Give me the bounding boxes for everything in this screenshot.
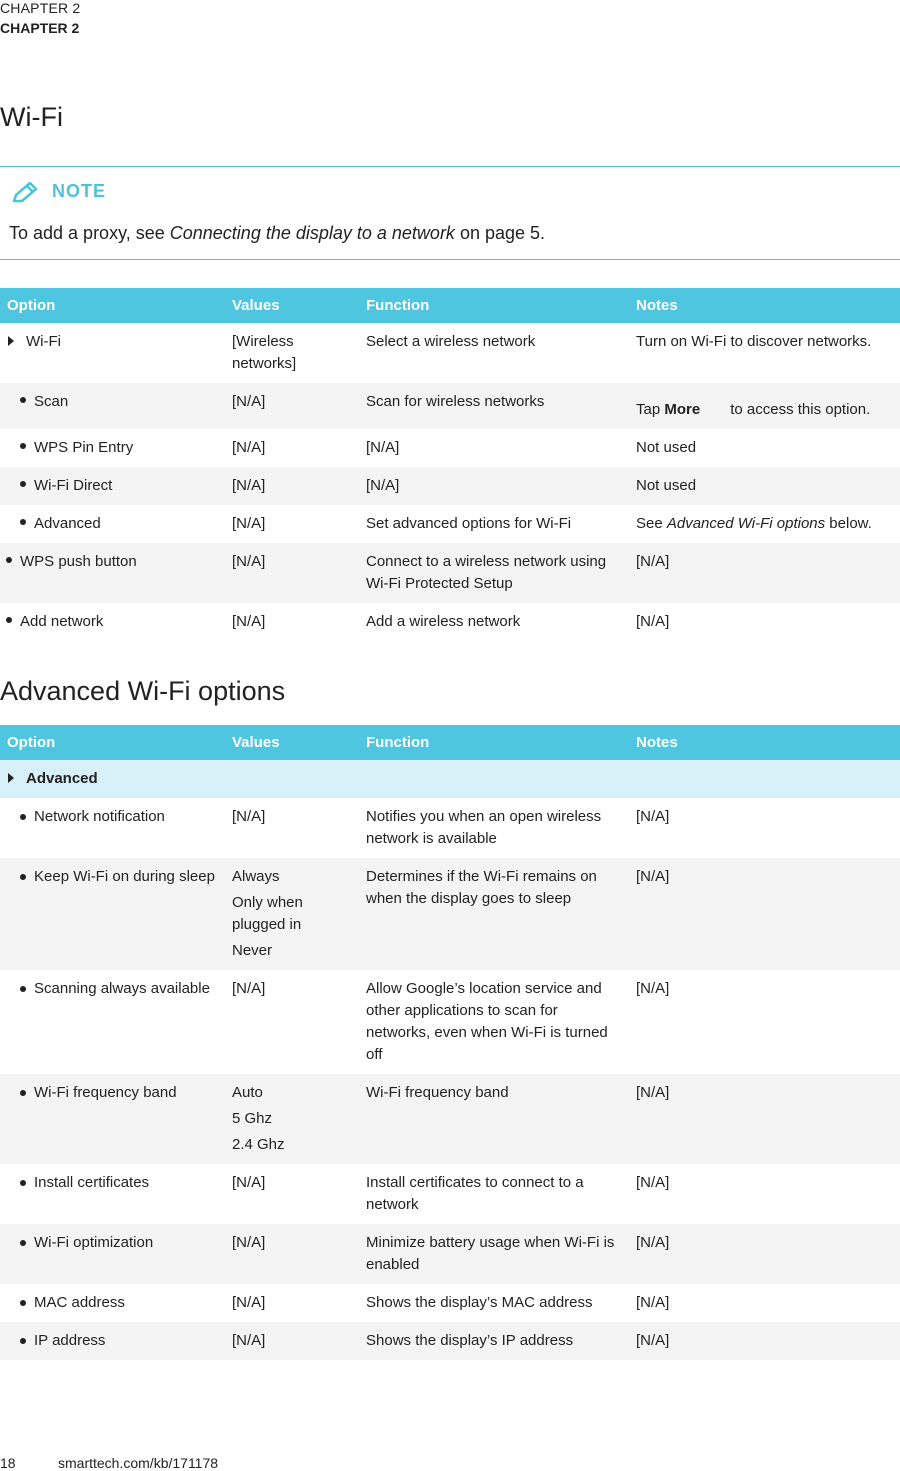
table-row	[0, 429, 900, 467]
notes-cell: Turn on Wi-Fi to discover networks.	[636, 333, 872, 350]
value-item: 2.4 Ghz	[232, 1136, 285, 1153]
function-cell: Scan for wireless networks	[359, 383, 629, 429]
header-function: Function	[359, 288, 629, 323]
function-cell: Connect to a wireless network using Wi-Fi Protected Setup	[359, 543, 629, 603]
option-label: Wi-Fi optimization	[34, 1234, 154, 1251]
header-option: Option	[0, 288, 225, 323]
table-row	[0, 467, 900, 505]
values-cell: [N/A]	[232, 613, 266, 630]
note-label: NOTE	[52, 181, 107, 201]
function-cell: Add a wireless network	[366, 613, 521, 630]
notes-cell: [N/A]	[636, 980, 670, 997]
notes-cell: [N/A]	[629, 543, 900, 603]
notes-cell: [N/A]	[636, 1294, 670, 1311]
bullet-icon	[6, 617, 12, 623]
option-label: WPS Pin Entry	[34, 439, 134, 456]
values-cell	[225, 1074, 359, 1164]
table-row	[0, 543, 900, 603]
section-title: Advanced Wi-Fi options	[0, 676, 286, 706]
option-label: Scanning always available	[34, 980, 210, 997]
function-cell: [N/A]	[359, 467, 629, 505]
option-label: MAC address	[34, 1294, 125, 1311]
page-title: Wi-Fi	[0, 102, 63, 132]
section-row	[0, 760, 900, 798]
note-text: To add a proxy, see Connecting the display to a network on page 5.	[9, 223, 546, 243]
table-row	[0, 1074, 900, 1164]
note-box	[0, 166, 900, 260]
option-label: Advanced	[34, 515, 101, 532]
function-cell: Determines if the Wi-Fi remains on when the display goes to sleep	[359, 858, 629, 970]
notes-cell: [N/A]	[629, 1322, 900, 1360]
bullet-icon	[20, 1338, 26, 1344]
header-notes: Notes	[629, 725, 900, 760]
value-item: Never	[232, 942, 273, 959]
table-header-row	[0, 725, 900, 760]
table-row	[0, 603, 900, 641]
values-cell: [Wireless networks]	[232, 333, 297, 372]
table-row	[0, 798, 900, 858]
values-cell: [N/A]	[232, 515, 266, 532]
option-label: Install certificates	[34, 1174, 150, 1191]
values-cell: [N/A]	[232, 1174, 266, 1191]
table-row	[0, 970, 900, 1074]
header-notes: Notes	[629, 288, 900, 323]
section-row-label: Advanced	[26, 770, 98, 787]
values-cell: [N/A]	[225, 467, 359, 505]
pencil-icon	[10, 181, 40, 205]
notes-cell: Not used	[636, 439, 697, 456]
bullet-icon	[20, 1180, 26, 1186]
header-function: Function	[359, 725, 629, 760]
value-item: Always	[232, 868, 280, 885]
bullet-icon	[20, 986, 26, 992]
table-row	[0, 1322, 900, 1360]
header-values: Values	[225, 725, 359, 760]
function-cell: Shows the display’s IP address	[359, 1322, 629, 1360]
cross-reference-link[interactable]: Advanced Wi-Fi options	[666, 515, 826, 532]
option-label: IP address	[34, 1332, 106, 1349]
page-footer	[0, 1455, 219, 1471]
values-cell: [N/A]	[232, 980, 266, 997]
values-cell: [N/A]	[225, 1322, 359, 1360]
table-row	[0, 1164, 900, 1224]
function-cell: Allow Google’s location service and other applications to scan for networks, even when Wi-Fi is turned off	[366, 980, 608, 1063]
running-header: CHAPTER 2	[0, 0, 81, 16]
table-header-row	[0, 288, 900, 323]
values-cell: [N/A]	[225, 1224, 359, 1284]
notes-cell: See Advanced Wi-Fi options below.	[636, 515, 872, 532]
bullet-icon	[20, 1090, 26, 1096]
bullet-icon	[20, 1240, 26, 1246]
option-label: Wi-Fi Direct	[34, 477, 113, 494]
values-cell: [N/A]	[232, 808, 266, 825]
function-cell: Install certificates to connect to a network	[366, 1174, 584, 1213]
wifi-options-table	[0, 288, 900, 641]
footer-link[interactable]: smarttech.com/kb/171178	[58, 1455, 219, 1471]
values-cell: [N/A]	[225, 543, 359, 603]
function-cell: Minimize battery usage when Wi-Fi is enabled	[359, 1224, 629, 1284]
table-row	[0, 323, 900, 383]
notes-cell: [N/A]	[629, 1224, 900, 1284]
notes-cell: [N/A]	[629, 858, 900, 970]
bullet-icon	[6, 557, 12, 563]
table-row	[0, 858, 900, 970]
notes-cell: [N/A]	[636, 808, 670, 825]
function-cell: Notifies you when an open wireless network is available	[366, 808, 602, 847]
function-cell: Shows the display’s MAC address	[366, 1294, 593, 1311]
value-item: Auto	[232, 1084, 263, 1101]
bullet-icon	[20, 443, 26, 449]
notes-cell: [N/A]	[629, 1074, 900, 1164]
bullet-icon	[20, 397, 26, 403]
chapter-label: CHAPTER 2	[0, 20, 80, 36]
option-label: Wi-Fi frequency band	[34, 1084, 177, 1101]
function-cell: Set advanced options for Wi-Fi	[366, 515, 572, 532]
bullet-icon	[20, 519, 26, 525]
bullet-icon	[20, 874, 26, 880]
values-cell	[225, 858, 359, 970]
notes-cell: [N/A]	[636, 1174, 670, 1191]
option-label: Wi-Fi	[26, 333, 61, 350]
header-values: Values	[225, 288, 359, 323]
value-item: 5 Ghz	[232, 1110, 273, 1127]
header-option: Option	[0, 725, 225, 760]
option-label: Network notification	[34, 808, 165, 825]
bullet-icon	[20, 1300, 26, 1306]
option-label: WPS push button	[20, 553, 137, 570]
advanced-wifi-options-table	[0, 725, 900, 1360]
values-cell: [N/A]	[232, 439, 266, 456]
notes-cell: Tap More to access this option.	[629, 383, 900, 429]
values-cell: [N/A]	[225, 383, 359, 429]
page-number: 18	[0, 1455, 16, 1471]
table-row	[0, 505, 900, 543]
expand-triangle-icon[interactable]	[8, 336, 14, 346]
option-label: Add network	[20, 613, 104, 630]
table-row	[0, 1224, 900, 1284]
function-cell: [N/A]	[366, 439, 400, 456]
note-link[interactable]: Connecting the display to a network	[169, 223, 455, 243]
values-cell: [N/A]	[232, 1294, 266, 1311]
table-row	[0, 1284, 900, 1322]
function-cell: Wi-Fi frequency band	[359, 1074, 629, 1164]
expand-triangle-icon[interactable]	[8, 773, 14, 783]
value-item: Only when plugged in	[232, 894, 303, 933]
bullet-icon	[20, 481, 26, 487]
option-label: Scan	[34, 393, 69, 410]
function-cell: Select a wireless network	[366, 333, 536, 350]
bullet-icon	[20, 814, 26, 820]
notes-cell: [N/A]	[636, 613, 670, 630]
option-label: Keep Wi-Fi on during sleep	[34, 868, 215, 885]
notes-cell: Not used	[629, 467, 900, 505]
table-row	[0, 383, 900, 429]
